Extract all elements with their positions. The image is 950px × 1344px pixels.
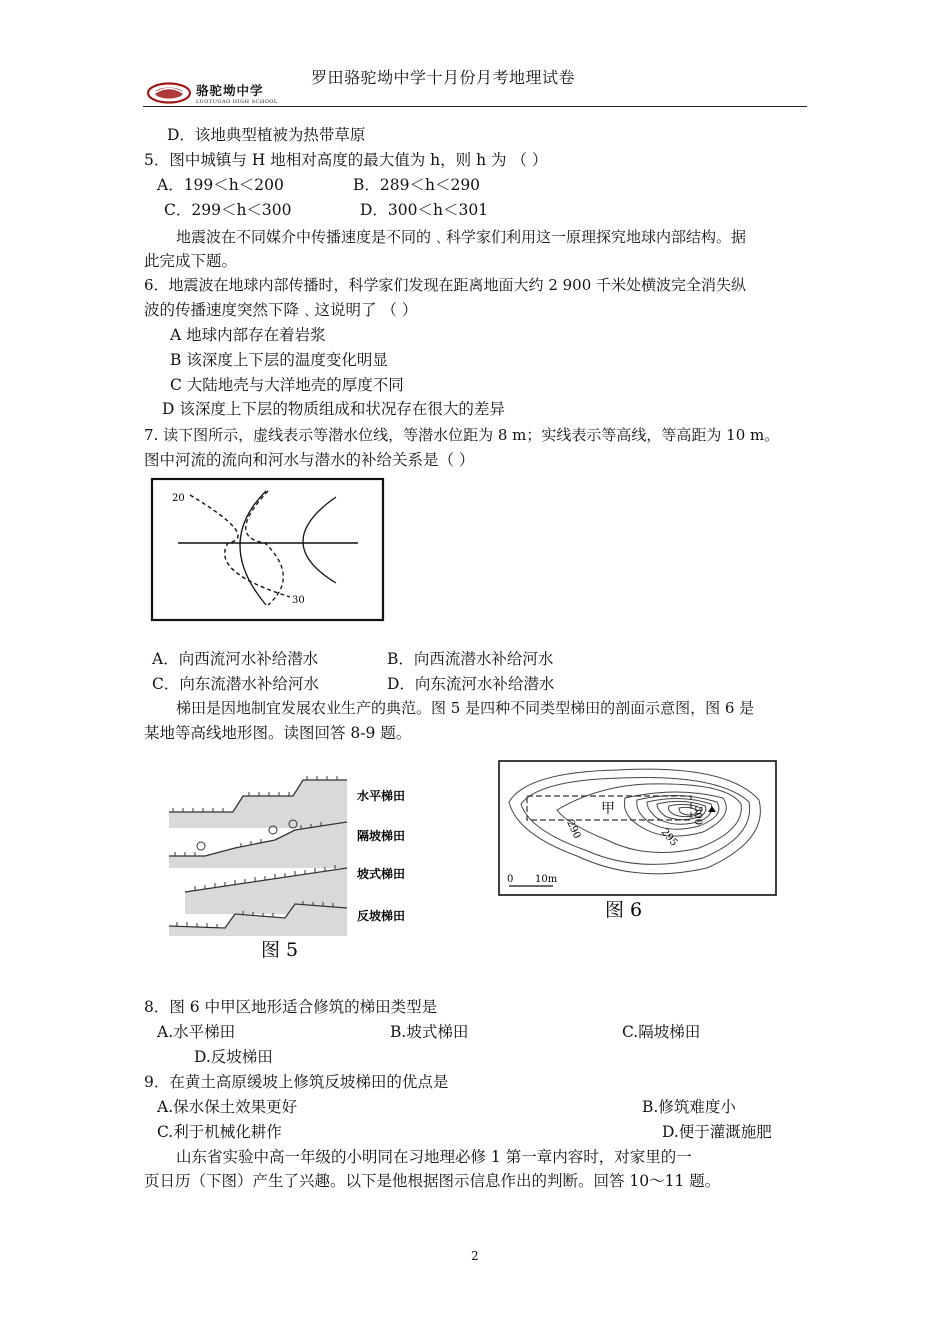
q6-option-d: D 该深度上下层的物质组成和状况存在很大的差异 xyxy=(162,400,505,418)
q5-option-c: C．299＜h＜300 xyxy=(164,201,292,219)
fig6-label-300: 300 xyxy=(692,806,703,826)
logo-subtext: LUOTUOAO HIGH SCHOOL xyxy=(196,99,278,105)
intro-calendar-line1: 山东省实验中高一年级的小明同在习地理必修 1 第一章内容时，对家里的一 xyxy=(176,1148,692,1166)
school-emblem-icon xyxy=(146,82,192,104)
q9-stem: 9．在黄土高原缓坡上修筑反坡梯田的优点是 xyxy=(144,1073,449,1091)
q5-option-a: A．199＜h＜200 xyxy=(157,176,284,194)
q7-label-30: 30 xyxy=(292,595,305,606)
intro-terrace-line2: 某地等高线地形图。读图回答 8-9 题。 xyxy=(144,724,412,742)
q6-option-a: A 地球内部存在着岩浆 xyxy=(170,326,326,344)
fig5-label-separated: 隔坡梯田 xyxy=(357,829,406,843)
figure-5-terrace-profiles xyxy=(165,768,427,964)
q7-contour-figure xyxy=(150,477,386,623)
fig6-label-295: 295 xyxy=(658,826,680,849)
q9-option-d: D.便于灌溉施肥 xyxy=(662,1123,772,1141)
q8-stem: 8．图 6 中甲区地形适合修筑的梯田类型是 xyxy=(144,998,438,1016)
logo-text: 骆驼坳中学 xyxy=(196,83,264,98)
fig5-label-slope: 坡式梯田 xyxy=(357,867,406,881)
fig6-scale-0: 0 xyxy=(507,874,514,885)
q4-option-d: D．该地典型植被为热带草原 xyxy=(167,126,366,144)
header-rule xyxy=(143,106,807,107)
q6-stem-line1: 6．地震波在地球内部传播时，科学家们发现在距离地面大约 2 900 千米处横波完全消失纵 xyxy=(144,276,747,294)
q7-stem-line2: 图中河流的流向和河水与潜水的补给关系是（ ） xyxy=(144,451,475,469)
q7-figure-frame xyxy=(152,479,383,620)
q6-option-c: C 大陆地壳与大洋地壳的厚度不同 xyxy=(170,376,404,394)
q7-option-c: C．向东流潜水补给河水 xyxy=(152,675,319,693)
fig6-scale-10m: 10m xyxy=(535,874,558,885)
intro-terrace-line1: 梯田是因地制宜发展农业生产的典范。图 5 是四种不同类型梯田的剖面示意图，图 6 是 xyxy=(176,699,755,717)
q5-option-b: B．289＜h＜290 xyxy=(353,176,481,194)
figure-6-contour-map xyxy=(497,760,779,928)
fig6-caption: 图 6 xyxy=(605,899,643,921)
q5-stem: 5．图中城镇与 H 地相对高度的最大值为 h，则 h 为 （ ） xyxy=(144,151,548,169)
q7-option-b: B．向西流潜水补给河水 xyxy=(387,650,554,668)
q8-option-b: B.坡式梯田 xyxy=(390,1023,469,1041)
q9-option-a: A.保水保土效果更好 xyxy=(157,1098,298,1116)
q6-option-b: B 该深度上下层的温度变化明显 xyxy=(170,351,388,369)
q7-option-a: A．向西流河水补给潜水 xyxy=(152,650,319,668)
fig5-caption: 图 5 xyxy=(261,939,299,961)
fig5-horizontal-terrace xyxy=(169,780,347,828)
header-title: 罗田骆驼坳中学十月份月考地理试卷 xyxy=(311,68,576,87)
school-logo xyxy=(146,82,192,108)
q7-option-d: D．向东流河水补给潜水 xyxy=(387,675,555,693)
q9-option-b: B.修筑难度小 xyxy=(642,1098,736,1116)
page-number: 2 xyxy=(471,1249,479,1263)
fig6-label-jia: 甲 xyxy=(601,801,615,817)
q7-stem-line1: 7. 读下图所示，虚线表示等潜水位线，等潜水位距为 8 m；实线表示等高线，等高距为 10 m。 xyxy=(144,426,780,444)
fig5-label-reverse: 反坡梯田 xyxy=(357,909,406,923)
q8-option-c: C.隔坡梯田 xyxy=(622,1023,701,1041)
intro-calendar-line2: 页日历（下图）产生了兴趣。以下是他根据图示信息作出的判断。回答 10～11 题。 xyxy=(144,1172,721,1190)
q6-stem-line2: 波的传播速度突然下降﹑这说明了 （ ） xyxy=(144,301,418,319)
fig5-separated-slope-terrace xyxy=(169,822,347,868)
q7-label-20: 20 xyxy=(172,493,185,504)
fig6-label-290: 290 xyxy=(564,818,583,841)
intro-seismic-line1: 地震波在不同媒介中传播速度是不同的﹑科学家们利用这一原理探究地球内部结构。据 xyxy=(176,228,747,246)
intro-seismic-line2: 此完成下题。 xyxy=(144,252,238,270)
q8-option-a: A.水平梯田 xyxy=(157,1023,236,1041)
q5-option-d: D．300＜h＜301 xyxy=(360,201,489,219)
fig5-label-horizontal: 水平梯田 xyxy=(357,789,406,803)
q9-option-c: C.利于机械化耕作 xyxy=(157,1123,282,1141)
q8-option-d: D.反坡梯田 xyxy=(194,1048,273,1066)
